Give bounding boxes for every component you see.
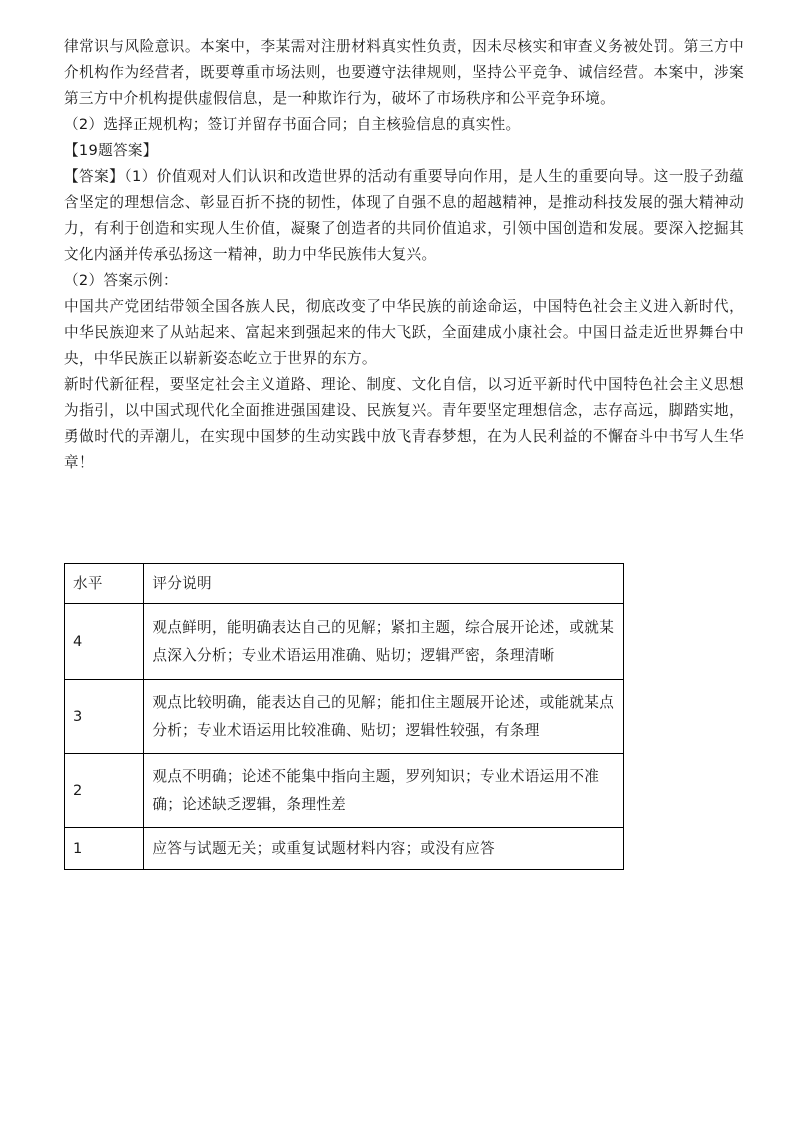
paragraph-example-1: 中国共产党团结带领全国各族人民，彻底改变了中华民族的前途命运，中国特色社会主义进入新时代，中华民族迎来了从站起来、富起来到强起来的伟大飞跃，全面建成小康社会。中国日益走近世界舞台中央，中华民族正以崭新姿态屹立于世界的东方。 xyxy=(64,298,744,367)
table-header-row xyxy=(65,564,624,604)
level-cell: 3 xyxy=(65,680,144,754)
paragraph-answer-2: （2）选择正规机构；签订并留存书面合同；自主核验信息的真实性。 xyxy=(64,116,521,133)
paragraph-example-2: 新时代新征程，要坚定社会主义道路、理论、制度、文化自信，以习近平新时代中国特色社会主义思想为指引，以中国式现代化全面推进强国建设、民族复兴。青年要坚定理想信念，志存高远，脚踏实地，勇做时代的弄潮儿，在实现中国梦的生动实践中放飞青春梦想，在为人民利益的不懈奋斗中书写人生华章！ xyxy=(64,376,744,471)
table-row xyxy=(65,828,624,870)
paragraph-legal-case: 律常识与风险意识。本案中，李某需对注册材料真实性负责，因未尽核实和审查义务被处罚。第三方中介机构作为经营者，既要尊重市场法则，也要遵守法律规则，坚持公平竞争、诚信经营。本案中，涉案第三方中介机构提供虚假信息，是一种欺诈行为，破坏了市场秩序和公平竞争环境。 xyxy=(64,38,744,107)
scoring-table xyxy=(64,563,624,870)
level-cell: 1 xyxy=(65,828,144,870)
document-body xyxy=(64,34,744,476)
level-cell: 4 xyxy=(65,604,144,680)
description-cell: 观点不明确；论述不能集中指向主题，罗列知识；专业术语运用不准确；论述缺乏逻辑，条理性差 xyxy=(144,754,624,828)
table-row xyxy=(65,754,624,828)
description-cell: 观点鲜明，能明确表达自己的见解；紧扣主题，综合展开论述，或就某点深入分析；专业术语运用准确、贴切；逻辑严密，条理清晰 xyxy=(144,604,624,680)
table-row xyxy=(65,604,624,680)
header-description: 评分说明 xyxy=(144,564,624,604)
question-19-heading: 【19题答案】 xyxy=(64,142,158,159)
description-cell: 观点比较明确，能表达自己的见解；能扣住主题展开论述，或能就某点分析；专业术语运用比较准确、贴切；逻辑性较强，有条理 xyxy=(144,680,624,754)
paragraph-answer-19-2-label: （2）答案示例： xyxy=(64,272,178,289)
paragraph-answer-19-1: 【答案】（1）价值观对人们认识和改造世界的活动有重要导向作用，是人生的重要向导。这一股子劲蕴含坚定的理想信念、彰显百折不挠的韧性，体现了自强不息的超越精神，是推动科技发展的强大精神动力，有利于创造和实现人生价值，凝聚了创造者的共同价值追求，引领中国创造和发展。要深入挖掘其文化内涵并传承弘扬这一精神，助力中华民族伟大复兴。 xyxy=(64,168,744,263)
level-cell: 2 xyxy=(65,754,144,828)
table-row xyxy=(65,680,624,754)
description-cell: 应答与试题无关；或重复试题材料内容；或没有应答 xyxy=(144,828,624,870)
header-level: 水平 xyxy=(65,564,144,604)
